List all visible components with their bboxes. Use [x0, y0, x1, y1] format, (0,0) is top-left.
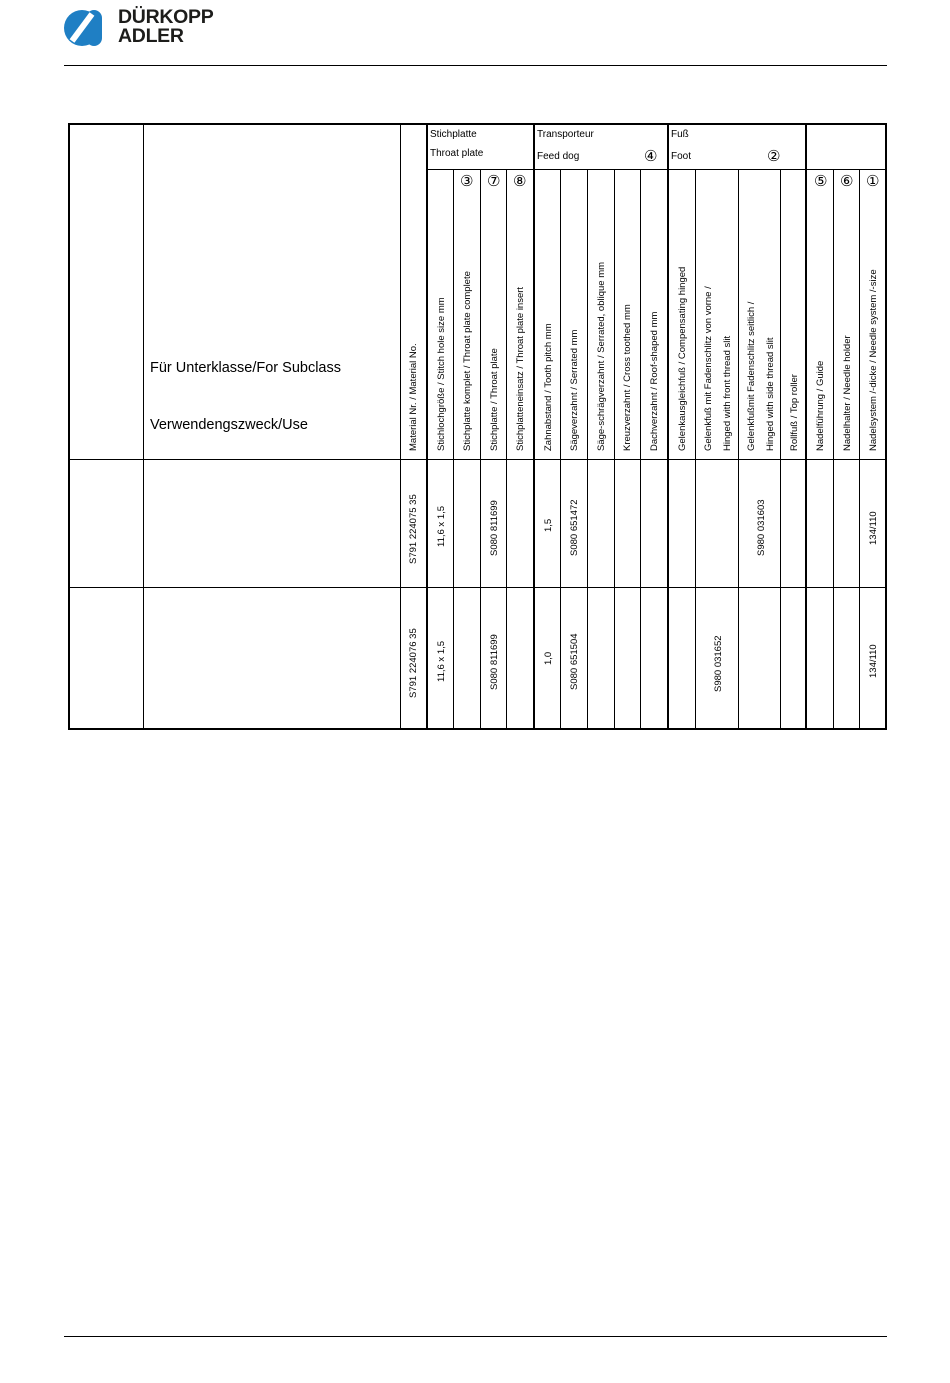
subcol-divider [587, 169, 588, 730]
col-divider [805, 123, 807, 730]
group-fuss-en: Foot [671, 151, 692, 162]
subcol-divider [614, 169, 615, 730]
group-transporteur-de: Transporteur [537, 129, 594, 140]
group-fuss-de: Fuß [671, 129, 689, 140]
row-divider [68, 587, 887, 588]
subcol-divider [859, 169, 860, 730]
col-divider [143, 123, 144, 730]
group-header-divider [428, 169, 885, 170]
col-divider [533, 123, 535, 730]
row1-material: S791 224075 35 [408, 494, 419, 564]
row2-needle-system: 134/110 [868, 644, 879, 678]
subcol-divider [560, 169, 561, 730]
col-header-needle-holder: Nadelhalter / Needle holder [842, 335, 853, 451]
ref-marker-7: ⑦ [487, 172, 501, 190]
col-header-serrated-oblique: Säge-schrägverzahnt / Serrated, oblique mm [596, 261, 607, 451]
col-header-hinged-side-de: Gelenkfußmit Fadenschlitz seitlich / [746, 301, 757, 451]
brand-line-2: ADLER [118, 25, 184, 47]
subcol-divider [640, 169, 641, 730]
row1-hinged-side: S980 031603 [756, 499, 767, 556]
table-border-left [68, 123, 70, 730]
row2-material: S791 224076 35 [408, 628, 419, 698]
header-divider [68, 459, 887, 460]
table-border-bottom [68, 728, 887, 730]
ref-marker-4: ④ [644, 147, 658, 165]
col-divider [400, 123, 401, 730]
group-transporteur-en: Feed dog [537, 151, 580, 162]
ref-marker-8: ⑧ [513, 172, 527, 190]
group-stichplatte-en: Throat plate [430, 148, 484, 159]
row2-hinged-front: S980 031652 [713, 635, 724, 692]
col-header-top-roller: Rollfuß / Top roller [789, 374, 800, 451]
row1-throat-plate: S080 811699 [489, 500, 500, 556]
row1-needle-system: 134/110 [868, 511, 879, 545]
col-header-cross-toothed: Kreuzverzahnt / Cross toothed mm [622, 304, 633, 451]
use-label: Verwendengszweck/Use [150, 417, 308, 433]
subcol-divider [738, 169, 739, 730]
col-header-needle-system: Nadelsystem /-dicke / Needle system /-size [868, 269, 879, 451]
row2-throat-plate: S080 811699 [489, 634, 500, 690]
subcol-divider [833, 169, 834, 730]
col-header-hinged-front-en: Hinged with front thread slit [722, 335, 733, 451]
col-header-material: Material Nr. / Material No. [408, 343, 419, 451]
col-header-compensating-hinged: Gelenkausgleichfuß / Compensating hinged [677, 266, 688, 451]
col-header-needle-guide: Nadelführung / Guide [815, 360, 826, 451]
ref-marker-2: ② [767, 147, 781, 165]
col-header-throat-plate-complete: Stichplatte komplet / Throat plate complete [462, 271, 473, 451]
row1-tooth-pitch: 1,5 [543, 518, 554, 532]
col-header-throat-plate: Stichplatte / Throat plate [489, 348, 500, 451]
table-border-top [68, 123, 887, 125]
table-border-right [885, 123, 887, 730]
col-divider [667, 123, 669, 730]
subclass-label: Für Unterklasse/For Subclass [150, 360, 341, 376]
ref-marker-5: ⑤ [814, 172, 828, 190]
col-header-tooth-pitch: Zahnabstand / Tooth pitch mm [543, 323, 554, 451]
col-header-throat-plate-insert: Stichplatteneinsatz / Throat plate insert [515, 286, 526, 451]
group-stichplatte-de: Stichplatte [430, 129, 477, 140]
col-header-hinged-front-de: Gelenkfuß mit Fadenschlitz von vorne / [703, 286, 714, 451]
subcol-divider [780, 169, 781, 730]
subcol-divider [453, 169, 454, 730]
col-header-stitch-hole: Stichlochgröße / Stitch hole size mm [436, 297, 447, 451]
row1-serrated: S080 651472 [569, 499, 580, 556]
ref-marker-3: ③ [460, 172, 474, 190]
subcol-divider [695, 169, 696, 730]
subcol-divider [506, 169, 507, 730]
row2-stitch-hole: 11,6 x 1,5 [436, 640, 447, 682]
row1-stitch-hole: 11,6 x 1,5 [436, 505, 447, 547]
ref-marker-6: ⑥ [840, 172, 854, 190]
brand-line-1: DÜRKOPP [118, 6, 214, 28]
subcol-divider [480, 169, 481, 730]
ref-marker-1: ① [866, 172, 880, 190]
col-header-roof-shaped: Dachverzahnt / Roof-shaped mm [649, 311, 660, 451]
row2-serrated: S080 651504 [569, 633, 580, 690]
col-divider [426, 123, 428, 730]
col-header-hinged-side-en: Hinged with side thread slit [765, 337, 776, 451]
row2-tooth-pitch: 1,0 [543, 651, 554, 665]
col-header-serrated: Sägeverzahnt / Serrated mm [569, 329, 580, 451]
